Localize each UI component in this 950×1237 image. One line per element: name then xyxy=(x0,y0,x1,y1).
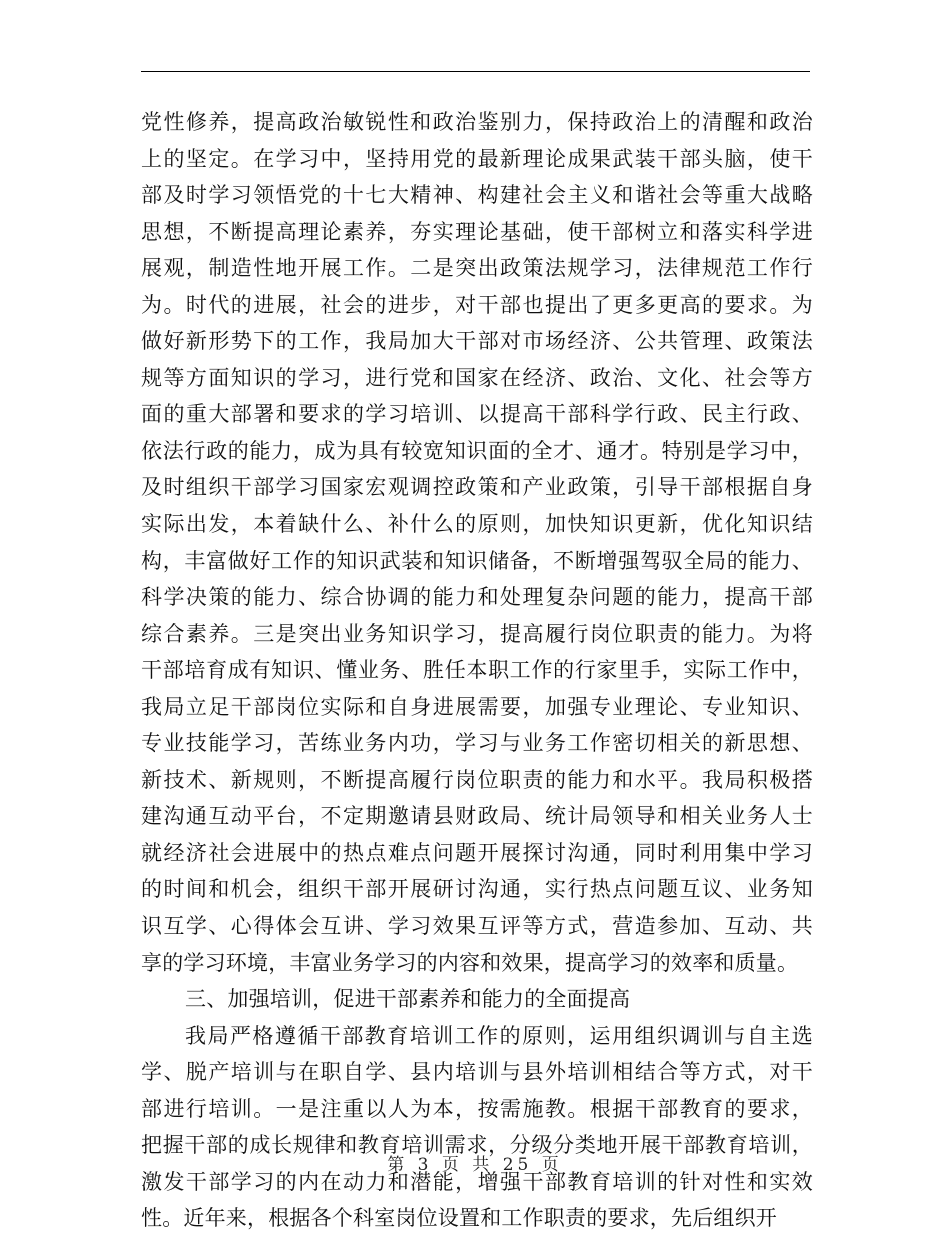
text-line: 激发干部学习的内在动力和潜能，增强干部教育培训的针对性和实效 xyxy=(141,1169,813,1194)
text-line: 科学决策的能力、综合协调的能力和处理复杂问题的能力，提高干部 xyxy=(141,585,813,610)
text-line: 为。时代的进展，社会的进步，对干部也提出了更多更高的要求。为 xyxy=(141,292,813,317)
paragraph-1 xyxy=(141,104,813,981)
body-text xyxy=(141,104,813,1237)
text-line: 建沟通互动平台，不定期邀请县财政局、统计局领导和相关业务人士 xyxy=(141,804,813,829)
text-line: 及时组织干部学习国家宏观调控政策和产业政策，引导干部根据自身 xyxy=(141,475,813,500)
text-line: 依法行政的能力，成为具有较宽知识面的全才、通才。特别是学习中， xyxy=(141,438,813,463)
text-line: 部进行培训。一是注重以人为本，按需施教。根据干部教育的要求， xyxy=(141,1096,813,1121)
text-line: 把握干部的成长规律和教育培训需求，分级分类地开展干部教育培训， xyxy=(141,1133,813,1158)
text-line: 做好新形势下的工作，我局加大干部对市场经济、公共管理、政策法 xyxy=(141,329,813,354)
page-footer: 第 3 页 共 25 页 xyxy=(387,1155,563,1175)
text-line: 学、脱产培训与在职自学、县内培训与县外培训相结合等方式，对干 xyxy=(141,1060,813,1085)
paragraph-2 xyxy=(141,1018,813,1237)
text-line: 干部培育成有知识、懂业务、胜任本职工作的行家里手，实际工作中， xyxy=(141,658,813,683)
text-line: 上的坚定。在学习中，坚持用党的最新理论成果武装干部头脑，使干 xyxy=(141,146,813,171)
text-line: 专业技能学习，苦练业务内功，学习与业务工作密切相关的新思想、 xyxy=(141,731,813,756)
text-line: 实际出发，本着缺什么、补什么的原则，加快知识更新，优化知识结 xyxy=(141,512,813,537)
text-line: 的时间和机会，组织干部开展研讨沟通，实行热点问题互议、业务知 xyxy=(141,877,813,902)
text-line: 党性修养，提高政治敏锐性和政治鉴别力，保持政治上的清醒和政治 xyxy=(141,110,813,134)
text-line: 思想，不断提高理论素养，夯实理论基础，使干部树立和落实科学进 xyxy=(141,219,813,244)
text-line: 识互学、心得体会互讲、学习效果互评等方式，营造参加、互动、共 xyxy=(141,914,813,939)
text-line: 综合素养。三是突出业务知识学习，提高履行岗位职责的能力。为将 xyxy=(141,621,813,646)
text-line: 就经济社会进展中的热点难点问题开展探讨沟通，同时利用集中学习 xyxy=(141,840,813,865)
section-heading: 三、加强培训，促进干部素养和能力的全面提高 xyxy=(185,987,631,1012)
header-rule xyxy=(141,71,810,72)
text-line: 我局严格遵循干部教育培训工作的原则，运用组织调训与自主选 xyxy=(185,1023,813,1048)
text-line: 部及时学习领悟党的十七大精神、构建社会主义和谐社会等重大战略 xyxy=(141,183,813,208)
text-line: 规等方面知识的学习，进行党和国家在经济、政治、文化、社会等方 xyxy=(141,365,813,390)
text-line: 构，丰富做好工作的知识武装和知识储备，不断增强驾驭全局的能力、 xyxy=(141,548,813,573)
text-line: 面的重大部署和要求的学习培训、以提高干部科学行政、民主行政、 xyxy=(141,402,813,427)
text-line: 我局立足干部岗位实际和自身进展需要，加强专业理论、专业知识、 xyxy=(141,694,813,719)
text-line: 享的学习环境，丰富业务学习的内容和效果，提高学习的效率和质量。 xyxy=(141,950,799,975)
text-line: 展观，制造性地开展工作。二是突出政策法规学习，法律规范工作行 xyxy=(141,256,813,281)
text-line: 新技术、新规则，不断提高履行岗位职责的能力和水平。我局积极搭 xyxy=(141,767,813,792)
text-line: 性。近年来，根据各个科室岗位设置和工作职责的要求，先后组织开 xyxy=(141,1206,777,1231)
